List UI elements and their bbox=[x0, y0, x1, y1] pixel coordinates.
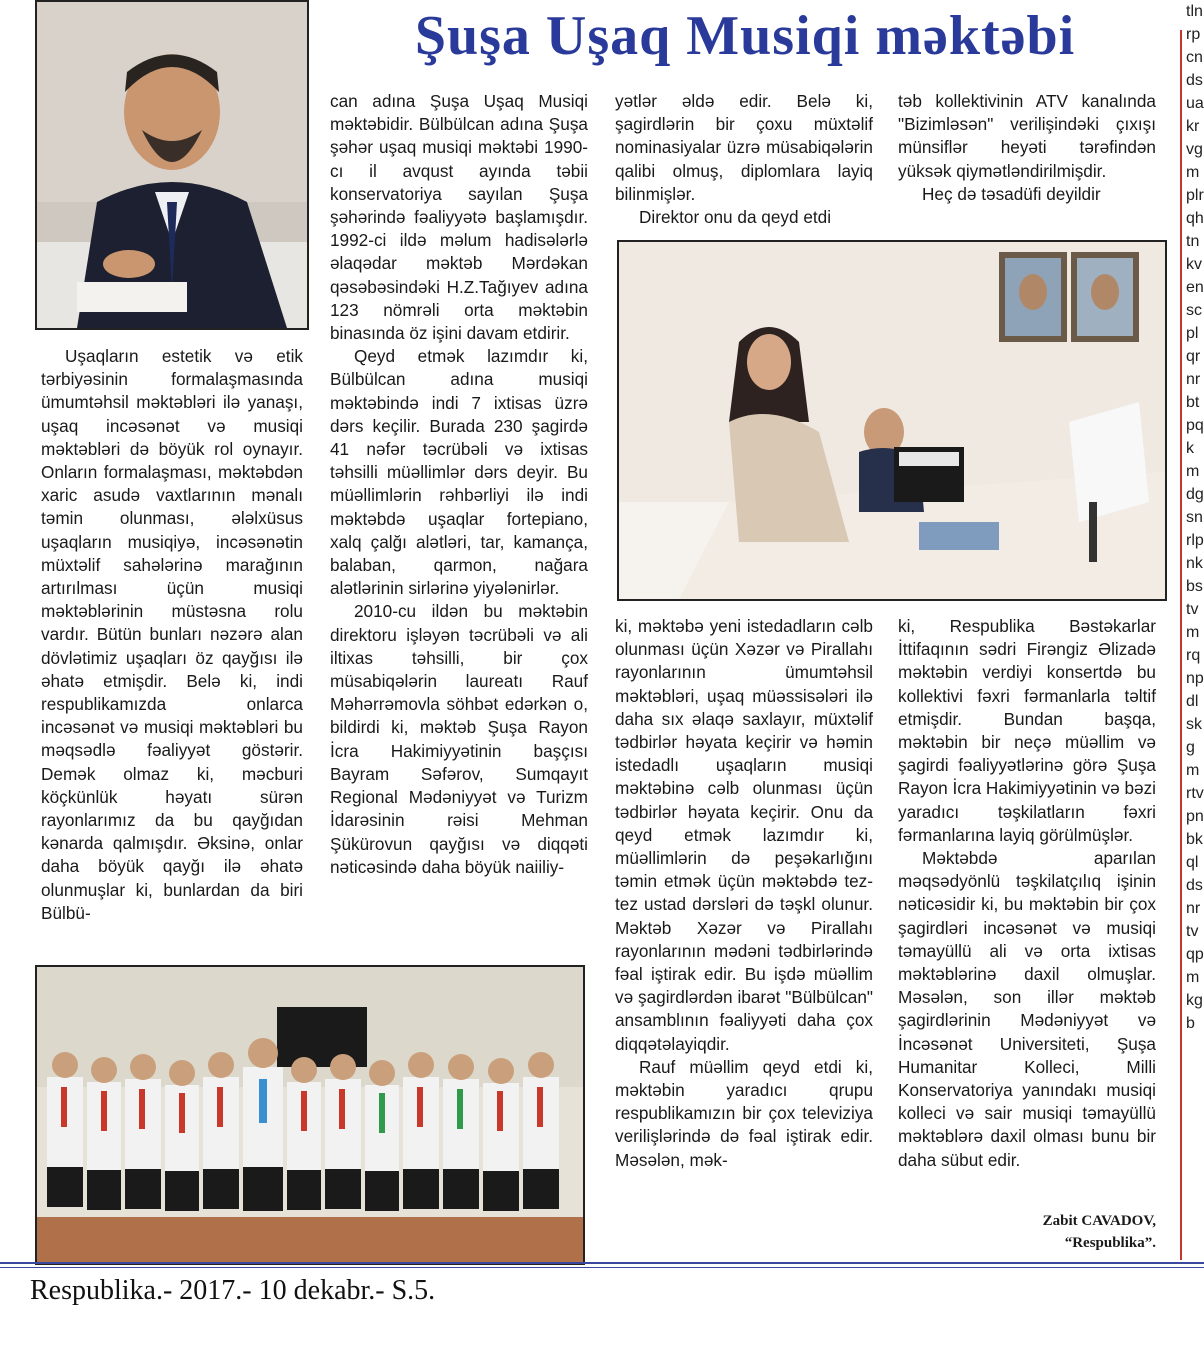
paragraph: yətlər əldə edir. Belə ki, şagirdlərin bir çoxu müxtəlif nominasiyalar üzrə müsabiqələrin qalibi olmuş, diplomlara layiq bilinmişlər. bbox=[615, 91, 873, 204]
choir-photo-illustration bbox=[37, 967, 583, 1263]
director-photo-illustration bbox=[37, 2, 307, 328]
byline-paper: “Respublika”. bbox=[1064, 1235, 1156, 1251]
byline-author: Zabit CAVADOV, bbox=[1042, 1213, 1156, 1229]
paragraph: can adına Şuşa Uşaq Musiqi məktəbidir. Bülbülcan adına Şuşa şəhər uşaq musiqi məktəbi 1990-cı il avqust ayında təbii konservatoriya sayılan Şuşa şəhərində fəaliyyətə başlamışdır. 1992-ci ildə məlum hadisələrlə əlaqədar məktəb Mərdəkan qəsəbəsindəki H.Z.Tağıyev adına 123 nömrəli orta məktəbin binasında öz işini davam etdirir. bbox=[330, 91, 588, 344]
edge-rule bbox=[1180, 30, 1182, 1260]
paragraph: Direktor onu da qeyd etdi bbox=[639, 207, 832, 228]
paragraph: 2010-cu ildən bu məktəbin direktoru işləyən təcrübəli və ali iltixas təhsilli, bir çox müsabiqələrin laureatı Rauf Məhərrəmovla söhbət edərkən o, bildirdi ki, məktəb Şuşa Rayon İcra Hakimiyyətinin başçısı Bayram Səfərov, Sumqayıt Regional Mədəniyyət və Turizm İdarəsinin rəisi Mehman Şükürovun qayğısı və diqqəti nəticəsində daha böyük naiiliy- bbox=[330, 601, 588, 877]
article-column-3-bottom bbox=[615, 615, 873, 1260]
article-column-1 bbox=[41, 345, 303, 960]
choir-photo bbox=[35, 965, 585, 1265]
article-column-4-top bbox=[898, 90, 1156, 230]
bottom-rule-thin bbox=[0, 1267, 1204, 1268]
article-column-3-top bbox=[615, 90, 873, 230]
paragraph: Heç də təsadüfi deyildir bbox=[922, 183, 1101, 204]
paragraph: ki, Respublika Bəstəkarlar İttifaqının sədri Firəngiz Əlizadə məktəbin verdiyi konsertdə bu kollektivi fəxri fərmanlarla təltif etmişdir. Bundan başqa, məktəbin bir neçə müəllim və şagirdi fəaliyyətlərinə görə Şuşa Rayon İcra Hakimiyyətinin və bəzi yaradıcı təşkilatların fəxri fərmanlarına layiq görülmüşlər. bbox=[898, 616, 1156, 845]
article-column-2 bbox=[330, 90, 588, 960]
paragraph: Qeyd etmək lazımdır ki, Bülbülcan adına musiqi məktəbində indi 7 ixtisas üzrə dərs keçilir. Burada 230 şagirdə 41 nəfər təcrübəli və ixtisas təhsilli müəllimlər dərs deyir. Bu müəllimlərin rəhbərliyi ilə indi məktəbdə uşaqlar fortepiano, xalq çalğı alətləri, tar, kamança, balaban, qarmon, nağara alətlərinin sirlərinə yiyələnirlər. bbox=[330, 346, 588, 599]
paragraph: Məktəbdə aparılan məqsədyönlü təşkilatçılıq işinin nəticəsidir ki, bu məktəbin bir çox şagirdləri incəsənət və musiqi təmayüllü ali və orta ixtisas məktəblərinə daxil olmuşlar. Məsələn, son illər məktəb şagirdlərinin Mədəniyyət və İncəsənət Universiteti, Şuşa Humanitar Kolleci, Milli Konservatoriya yanındakı musiqi kolleci və sair musiqi təmayüllü məktəblərə daxil olması bunu bir daha sübut edir. bbox=[898, 848, 1156, 1170]
paragraph: təb kollektivinin ATV kanalında "Bizimləsən" verilişindəki çıxışı münsiflər heyəti tərəfindən yüksək qiymətləndirilmişdir. bbox=[898, 91, 1156, 181]
article-column-4-bottom bbox=[898, 615, 1156, 1210]
paragraph: Rauf müəllim qeyd etdi ki, məktəbin yaradıcı qrupu respublikamızın bir çox televiziya verilişlərində də fəal iştirak edir. Məsələn, mək- bbox=[615, 1056, 873, 1170]
lesson-photo-illustration bbox=[619, 242, 1165, 599]
director-photo bbox=[35, 0, 309, 330]
lesson-photo bbox=[617, 240, 1167, 601]
article-headline: Şuşa Uşaq Musiqi məktəbi bbox=[414, 5, 1076, 67]
source-citation: Respublika.- 2017.- 10 dekabr.- S.5. bbox=[30, 1275, 436, 1306]
paragraph: Uşaqların estetik və etik tərbiyəsinin formalaşmasında ümumtəhsil məktəbləri ilə yanaşı, uşaq incəsənət və musiqi məktəbləri də böyük rol oynayır. Onların formalaşması, məktəbdən xaric asudə vaxtlarının mənalı təmin olunması, ələlxüsus uşaqların musiqiyə, incəsənətin müxtəlif sahələrinə marağının artırılması üçün musiqi məktəblərinin müstəsna rolu vardır. Bütün bunları nəzərə alan dövlətimiz uşaqları öz qayğısı ilə əhatə etmişdir. Belə ki, indi respublikamızda onlarca incəsənət və musiqi məktəbləri bu məqsədlə fəaliyyət göstərir. Demək olmaz ki, məcburi köçkünlük həyatı sürən rayonlarımız da bu qayğıdan kənarda qalmışdır. Əksinə, onlar daha böyük qayğı ilə əhatə olunmuşlar ki, bunlardan da biri Bülbü- bbox=[41, 346, 303, 923]
paragraph: ki, məktəbə yeni istedadların cəlb olunması üçün Xəzər və Pirallahı rayonlarının ümumtəhsil məktəbləri, uşaq müəssisələri ilə daha sıx əlaqə saxlayır, müxtəlif tədbirlər həyata keçirir və həmin istedadlı uşaqların musiqi məktəbinə cəlb olunması üçün tədbirlər həyata keçirir. Onu da qeyd etmək lazımdır ki, müəllimlərin də peşəkarlığını təmin etmək üçün məktəbdə tez-tez ustad dərsləri də təşkl olunur. Məktəb Xəzər və Pirallahı rayonlarının mədəni tədbirlərində fəal iştirak edir. Bu işdə müəllim və şagirdlərdən ibarət "Bülbülcan" ansamblının fəaliyyəti daha çox diqqətəlayiqdir. bbox=[615, 616, 873, 1054]
bottom-rule bbox=[0, 1262, 1204, 1264]
adjacent-column-fragment: tlnrpcndsuakrvgmplrqhtnkvenscplqrnrbtpqkmdgsnrlpnkbstvmrqnpdlskgmrtvpnbkqldsnrtvqpmkgb bbox=[1186, 3, 1204, 1032]
byline bbox=[1043, 1210, 1156, 1254]
